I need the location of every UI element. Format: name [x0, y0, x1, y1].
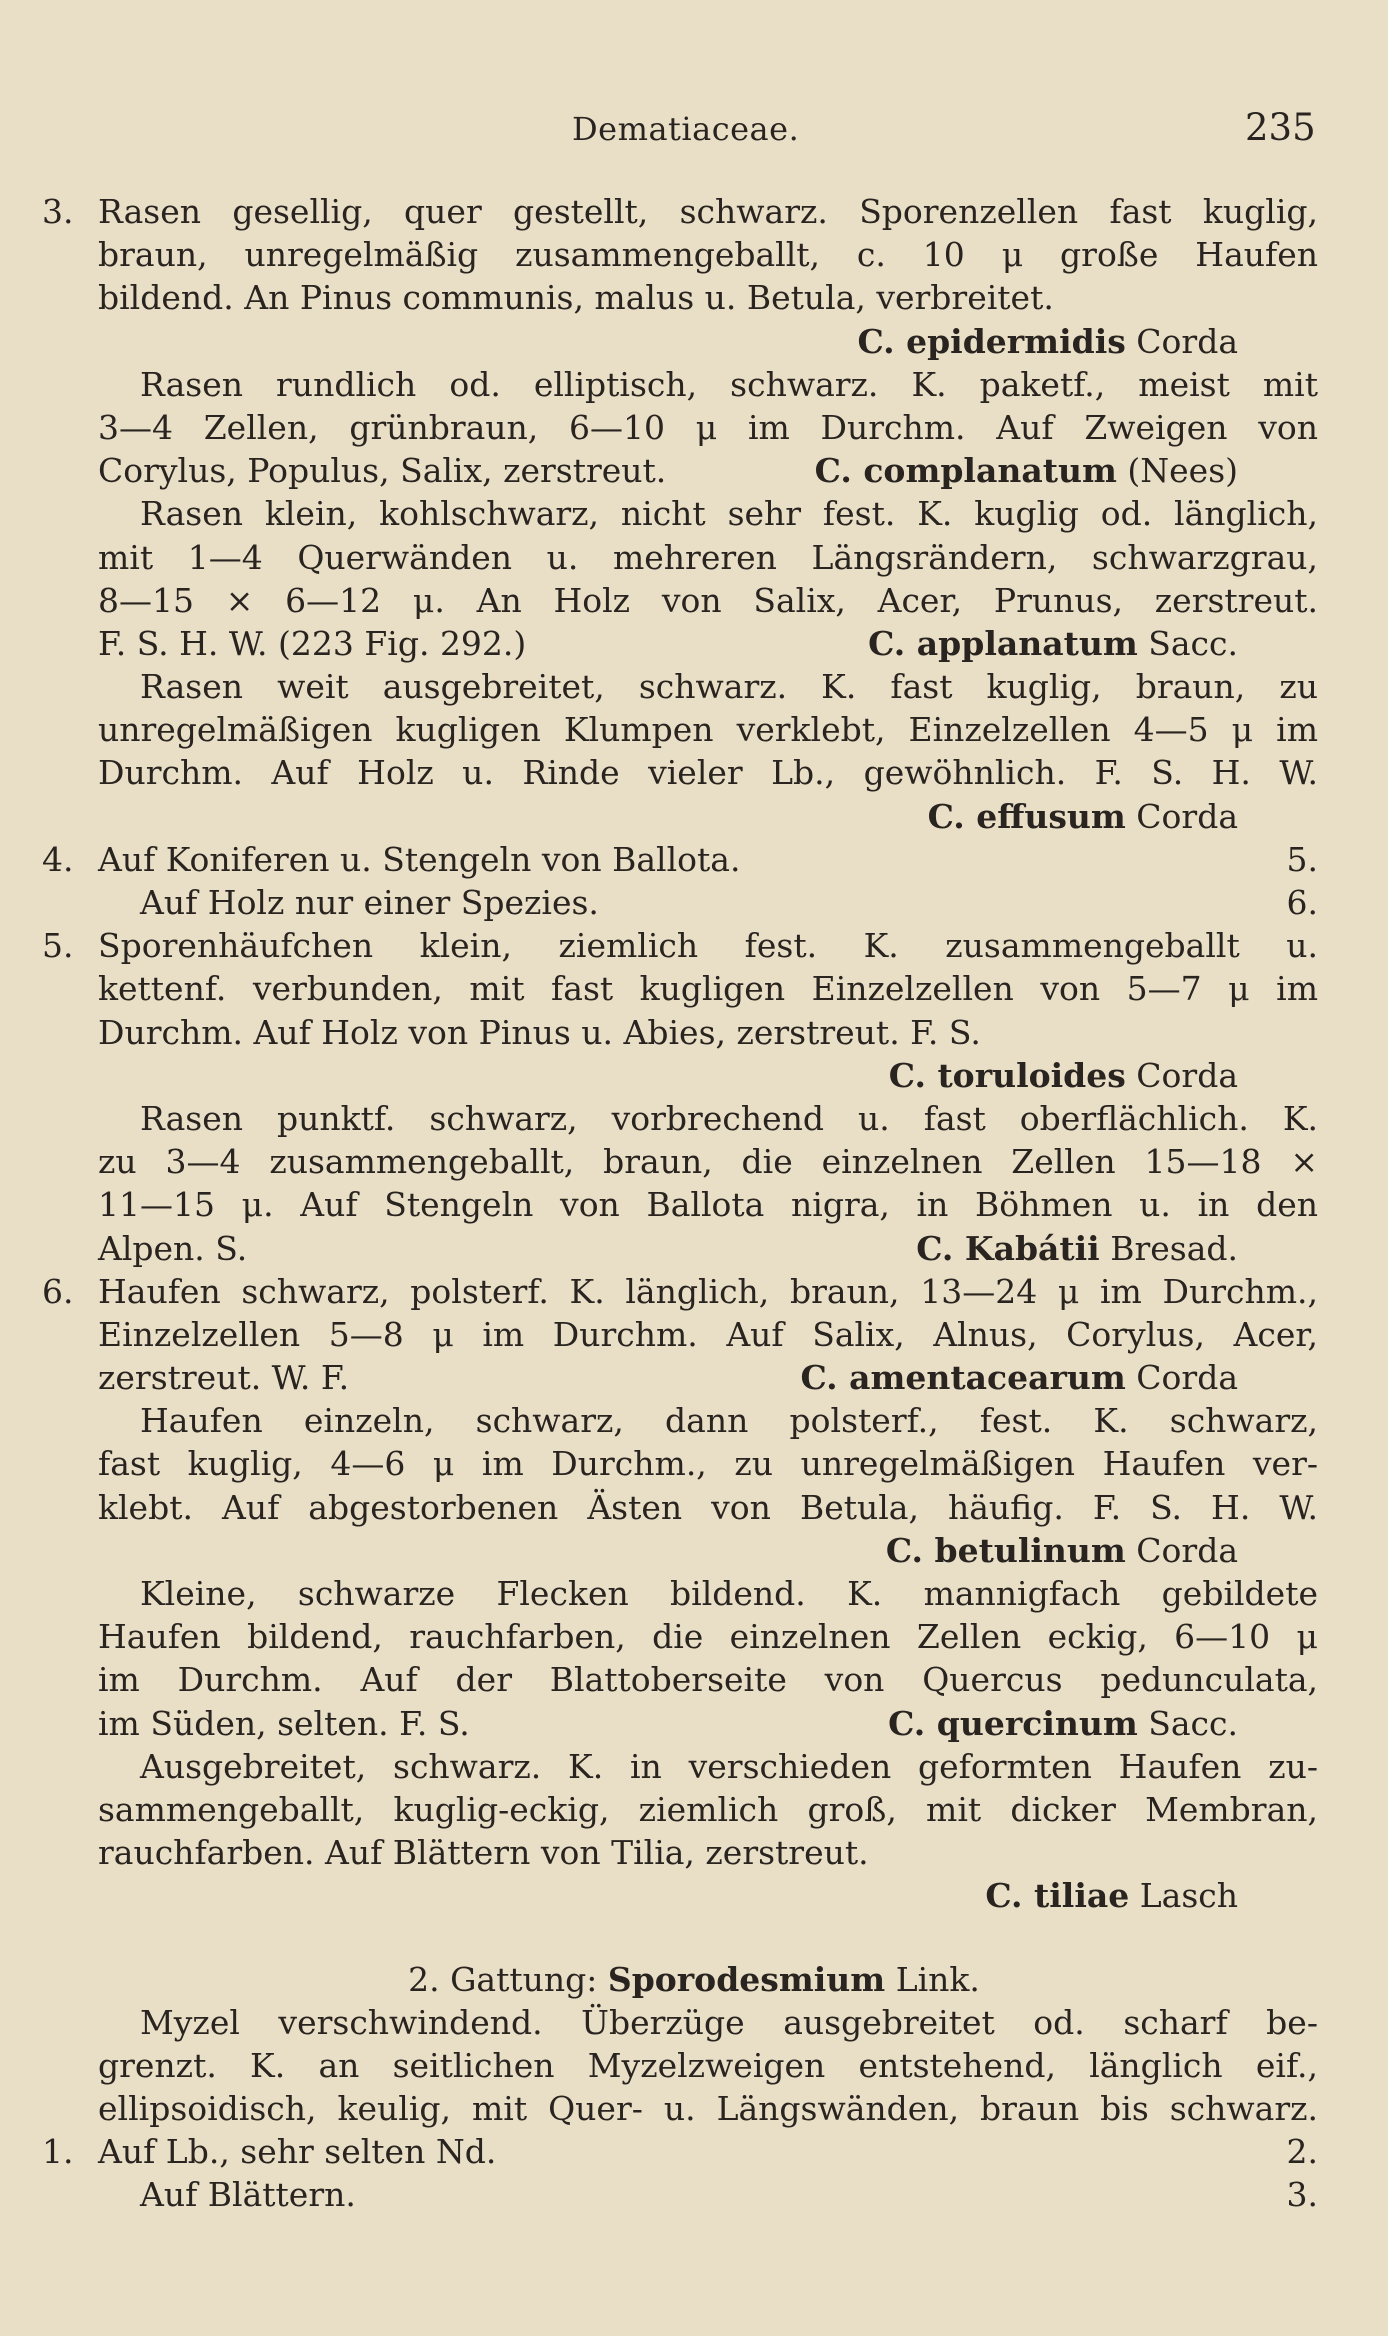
species-name: C. complanatum (Nees)	[814, 451, 1238, 491]
text-line	[0, 363, 1388, 406]
line-text: F. S. H. W. (223 Fig. 292.)	[98, 623, 527, 663]
page-number: 235	[1245, 106, 1316, 149]
genus-heading: 2. Gattung: Sporodesmium Link.	[408, 1959, 980, 1999]
species-name: C. amentacearum Corda	[800, 1358, 1238, 1398]
text-line	[0, 1615, 1388, 1658]
text-line	[0, 924, 1388, 967]
genus-name: Sporodesmium	[607, 1959, 886, 1999]
line-text: Auf Koniferen u. Stengeln von Ballota.	[98, 839, 741, 879]
species-name: C. effusum Corda	[927, 796, 1238, 836]
text-line	[0, 579, 1388, 622]
text-line	[0, 1227, 1388, 1270]
line-text: braun, unregelmäßig zusammengeballt, c. 10 μ große Haufen	[98, 235, 1318, 275]
text-line	[0, 1788, 1388, 1831]
line-text: Rasen rundlich od. elliptisch, schwarz. K. paketf., meist mit	[140, 364, 1318, 404]
line-text: fast kuglig, 4—6 μ im Durchm., zu unregelmäßigen Haufen ver-	[98, 1444, 1318, 1484]
line-text: 8—15 × 6—12 μ. An Holz von Salix, Acer, Prunus, zerstreut.	[98, 580, 1318, 620]
line-text: Corylus, Populus, Salix, zerstreut.	[98, 451, 667, 491]
text-line	[0, 2044, 1388, 2087]
line-text: Rasen punktf. schwarz, vorbrechend u. fast oberflächlich. K.	[140, 1098, 1318, 1138]
item-number: 5.	[42, 926, 74, 966]
species-name: C. tiliae Lasch	[985, 1876, 1238, 1916]
species-name: C. quercinum Sacc.	[888, 1703, 1238, 1743]
species-name: C. toruloides Corda	[888, 1055, 1238, 1095]
line-text: Auf Holz nur einer Spezies.	[140, 883, 599, 922]
line-text: Rasen gesellig, quer gestellt, schwarz. Sporenzellen fast kuglig,	[98, 192, 1318, 231]
text-line	[0, 276, 1388, 319]
text-line	[0, 1874, 1388, 1917]
running-header: Dematiaceae.	[572, 110, 800, 148]
species-binomial: C. tiliae	[985, 1876, 1130, 1916]
text-line	[0, 1745, 1388, 1788]
text-line	[0, 838, 1388, 881]
line-text: im Süden, selten. F. S.	[98, 1703, 470, 1743]
item-number: 4.	[42, 839, 74, 879]
text-line	[0, 1529, 1388, 1572]
line-text: Rasen weit ausgebreitet, schwarz. K. fast kuglig, braun, zu	[140, 667, 1318, 707]
section-gap	[0, 1918, 1388, 1958]
line-text: Auf Lb., sehr selten Nd.	[98, 2132, 497, 2172]
species-binomial: C. betulinum	[885, 1530, 1126, 1570]
species-binomial: C. effusum	[927, 796, 1126, 836]
line-text: Alpen. S.	[98, 1228, 248, 1268]
text-line	[0, 1183, 1388, 1226]
species-binomial: C. amentacearum	[800, 1358, 1126, 1398]
item-number: 3.	[42, 192, 74, 231]
text-line	[0, 1442, 1388, 1485]
species-binomial: C. complanatum	[814, 451, 1117, 491]
line-text: zerstreut. W. F.	[98, 1358, 350, 1398]
line-text: Ausgebreitet, schwarz. K. in verschieden geformten Haufen zu-	[140, 1746, 1318, 1786]
line-text: zu 3—4 zusammengeballt, braun, die einzelnen Zellen 15—18 ×	[98, 1142, 1318, 1182]
species-name: C. applanatum Sacc.	[868, 623, 1238, 663]
line-text: 3—4 Zellen, grünbraun, 6—10 μ im Durchm. Auf Zweigen von	[98, 407, 1318, 447]
text-line	[0, 1270, 1388, 1313]
text-line	[0, 2173, 1388, 2216]
species-name: C. betulinum Corda	[885, 1530, 1238, 1570]
text-line	[0, 536, 1388, 579]
item-number: 1.	[42, 2132, 74, 2172]
line-text: unregelmäßigen kugligen Klumpen verklebt, Einzelzellen 4—5 μ im	[98, 710, 1318, 750]
species-name: C. Kabátii Bresad.	[916, 1228, 1238, 1268]
line-text: Haufen schwarz, polsterf. K. länglich, braun, 13—24 μ im Durchm.,	[98, 1271, 1318, 1311]
line-text: sammengeballt, kuglig-eckig, ziemlich groß, mit dicker Membran,	[98, 1789, 1318, 1829]
text-line	[0, 406, 1388, 449]
text-line	[0, 1356, 1388, 1399]
line-text: grenzt. K. an seitlichen Myzelzweigen entstehend, länglich eif.,	[98, 2045, 1318, 2085]
text-line	[0, 1702, 1388, 1745]
species-binomial: C. quercinum	[888, 1703, 1138, 1743]
text-line	[0, 1097, 1388, 1140]
body-text	[0, 190, 1388, 2217]
line-text: 11—15 μ. Auf Stengeln von Ballota nigra, in Böhmen u. in den	[98, 1185, 1318, 1225]
species-name: C. epidermidis Corda	[857, 321, 1238, 361]
line-text: Durchm. Auf Holz u. Rinde vieler Lb., gewöhnlich. F. S. H. W.	[98, 753, 1318, 793]
line-text: rauchfarben. Auf Blättern von Tilia, zerstreut.	[98, 1833, 869, 1873]
line-text: Sporenhäufchen klein, ziemlich fest. K. zusammengeballt u.	[98, 926, 1318, 966]
text-line	[0, 1958, 1388, 2001]
text-line	[0, 795, 1388, 838]
text-line	[0, 1486, 1388, 1529]
line-text: Kleine, schwarze Flecken bildend. K. mannigfach gebildete	[140, 1574, 1318, 1613]
text-line	[0, 492, 1388, 535]
text-line	[0, 708, 1388, 751]
line-text: Durchm. Auf Holz von Pinus u. Abies, zerstreut. F. S.	[98, 1012, 981, 1052]
text-line	[0, 622, 1388, 665]
text-line	[0, 1831, 1388, 1874]
text-line	[0, 1399, 1388, 1442]
text-line	[0, 967, 1388, 1010]
text-line	[0, 1011, 1388, 1054]
species-binomial: C. Kabátii	[916, 1228, 1100, 1268]
text-line	[0, 320, 1388, 363]
line-text: Haufen bildend, rauchfarben, die einzelnen Zellen eckig, 6—10 μ	[98, 1617, 1318, 1657]
species-binomial: C. epidermidis	[857, 321, 1126, 361]
key-reference: 6.	[1286, 883, 1318, 922]
line-text: Haufen einzeln, schwarz, dann polsterf., fest. K. schwarz,	[140, 1401, 1318, 1441]
text-line	[0, 1658, 1388, 1701]
line-text: mit 1—4 Querwänden u. mehreren Längsrändern, schwarzgrau,	[98, 537, 1318, 577]
item-number: 6.	[42, 1271, 74, 1311]
line-text: Myzel verschwindend. Überzüge ausgebreitet od. scharf be-	[140, 2002, 1318, 2042]
key-reference: 3.	[1286, 2175, 1318, 2215]
key-reference: 5.	[1286, 839, 1318, 879]
line-text: Rasen klein, kohlschwarz, nicht sehr fest. K. kuglig od. länglich,	[140, 494, 1318, 534]
text-line	[0, 449, 1388, 492]
text-line	[0, 2130, 1388, 2173]
line-text: Einzelzellen 5—8 μ im Durchm. Auf Salix, Alnus, Corylus, Acer,	[98, 1314, 1318, 1354]
text-line	[0, 1313, 1388, 1356]
text-line	[0, 1054, 1388, 1097]
text-line	[0, 1572, 1388, 1615]
text-line	[0, 881, 1388, 924]
line-text: im Durchm. Auf der Blattoberseite von Quercus pedunculata,	[98, 1660, 1318, 1700]
text-line	[0, 190, 1388, 233]
line-text: kettenf. verbunden, mit fast kugligen Einzelzellen von 5—7 μ im	[98, 969, 1318, 1009]
text-line	[0, 1140, 1388, 1183]
text-line	[0, 751, 1388, 794]
line-text: ellipsoidisch, keulig, mit Quer- u. Längswänden, braun bis schwarz.	[98, 2089, 1318, 2129]
key-reference: 2.	[1286, 2132, 1318, 2172]
text-line	[0, 233, 1388, 276]
line-text: klebt. Auf abgestorbenen Ästen von Betula, häufig. F. S. H. W.	[98, 1487, 1318, 1527]
species-binomial: C. toruloides	[888, 1055, 1126, 1095]
species-binomial: C. applanatum	[868, 623, 1138, 663]
text-line	[0, 2001, 1388, 2044]
line-text: Auf Blättern.	[140, 2175, 356, 2215]
text-line	[0, 665, 1388, 708]
line-text: bildend. An Pinus communis, malus u. Betula, verbreitet.	[98, 278, 1054, 318]
text-line	[0, 2087, 1388, 2130]
